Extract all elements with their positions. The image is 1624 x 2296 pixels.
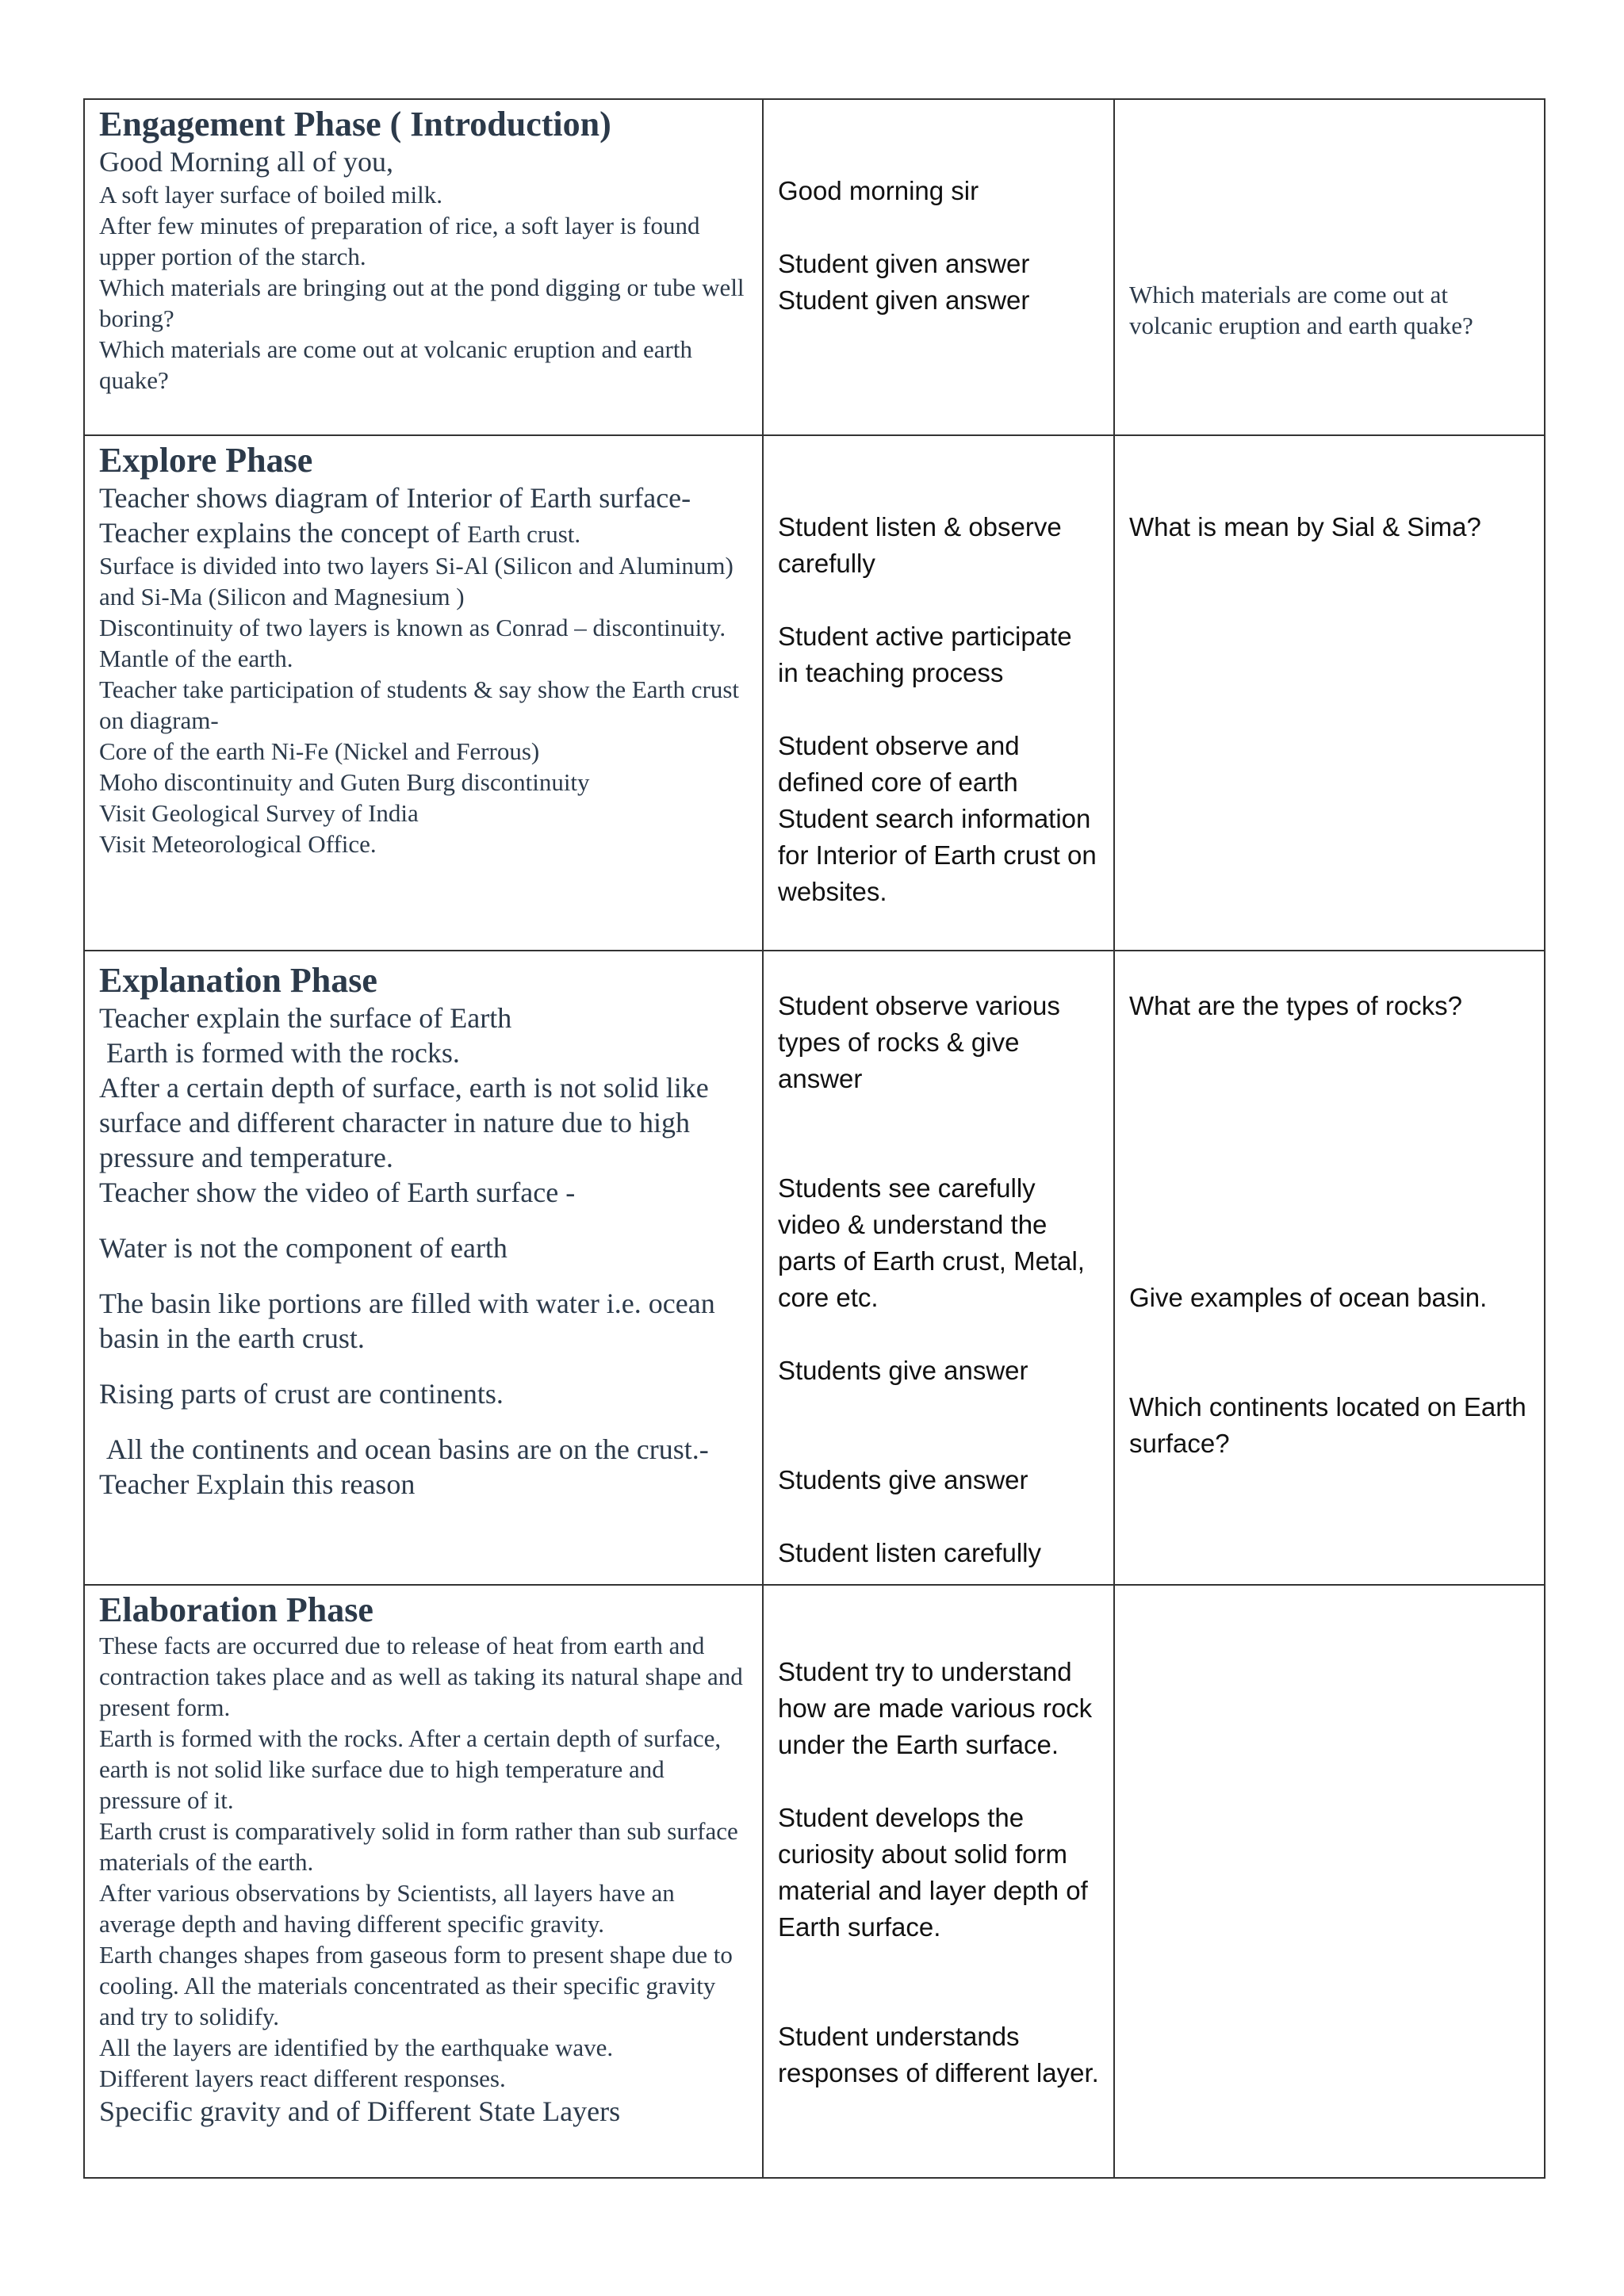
teacher-line: Surface is divided into two layers Si-Al (Silicon and Aluminum) and Si-Ma (Silicon and Magnesium ) <box>99 552 733 610</box>
explore-teacher-cell <box>84 435 763 951</box>
lesson-plan-table <box>83 98 1545 2179</box>
teacher-line: Teacher explain the surface of Earth <box>99 1002 512 1034</box>
teacher-line: Water is not the component of earth <box>99 1232 508 1264</box>
phase-title: Engagement Phase ( Introduction) <box>99 105 611 144</box>
teacher-line: Earth is formed with the rocks. <box>99 1037 460 1069</box>
teacher-line: Teacher show the video of Earth surface - <box>99 1177 576 1208</box>
teacher-line: Which materials are come out at volcanic eruption and earth quake? <box>99 335 692 394</box>
student-response: Student given answer <box>778 249 1030 278</box>
student-response: Good morning sir <box>778 176 979 205</box>
question-text: What are the types of rocks? <box>1129 991 1463 1020</box>
engagement-student-cell <box>763 99 1114 435</box>
student-response: Student observe various types of rocks & give answer <box>778 991 1060 1093</box>
teacher-line-part: Earth crust. <box>467 520 581 548</box>
elaboration-student-cell <box>763 1585 1114 2178</box>
teacher-line: After various observations by Scientists, all layers have an average depth and having different specific gravity. <box>99 1879 675 1938</box>
question-text: Which materials are come out at volcanic eruption and earth quake? <box>1129 281 1473 339</box>
teacher-line: Moho discontinuity and Guten Burg discontinuity <box>99 768 590 796</box>
explanation-student-cell <box>763 951 1114 1585</box>
explanation-row <box>84 951 1545 1585</box>
teacher-line: After few minutes of preparation of rice, a soft layer is found upper portion of the starch. <box>99 212 700 270</box>
question-text: What is mean by Sial & Sima? <box>1129 512 1481 541</box>
student-response: Students see carefully video & understand the parts of Earth crust, Metal, core etc. <box>778 1173 1085 1312</box>
teacher-line: Mantle of the earth. <box>99 645 293 672</box>
teacher-line: All the layers are identified by the earthquake wave. <box>99 2034 614 2061</box>
teacher-line: Earth is formed with the rocks. After a certain depth of surface, earth is not solid like surface due to high temperature and pressure of it. <box>99 1724 722 1814</box>
teacher-line: Earth changes shapes from gaseous form to present shape due to cooling. All the materials concentrated as their specific gravity and try to solidify. <box>99 1941 733 2030</box>
question-text: Which continents located on Earth surface? <box>1129 1392 1526 1458</box>
explore-student-cell <box>763 435 1114 951</box>
student-response: Student listen & observe carefully <box>778 512 1062 578</box>
teacher-line <box>99 515 748 550</box>
teacher-line: Teacher shows diagram of Interior of Earth surface- <box>99 482 691 514</box>
explore-row <box>84 435 1545 951</box>
teacher-line: Earth crust is comparatively solid in form rather than sub surface materials of the earth. <box>99 1817 738 1876</box>
elaboration-question-cell <box>1114 1585 1545 2178</box>
student-response: Students give answer <box>778 1356 1028 1385</box>
phase-title: Explore Phase <box>99 441 313 480</box>
engagement-question-cell <box>1114 99 1545 435</box>
student-response: Student active participate in teaching process <box>778 622 1072 687</box>
question-text: Give examples of ocean basin. <box>1129 1283 1488 1312</box>
explanation-question-cell <box>1114 951 1545 1585</box>
explanation-teacher-cell <box>84 951 763 1585</box>
student-response: Student listen carefully <box>778 1538 1042 1567</box>
teacher-line: The basin like portions are filled with water i.e. ocean basin in the earth crust. <box>99 1288 715 1354</box>
student-response: Student given answer <box>778 285 1030 315</box>
student-response: Student observe and defined core of earth <box>778 731 1020 797</box>
teacher-line: All the continents and ocean basins are on the crust.-Teacher Explain this reason <box>99 1433 709 1500</box>
student-response: Student search information for Interior of Earth crust on websites. <box>778 804 1097 906</box>
teacher-line: Teacher take participation of students & say show the Earth crust on diagram- <box>99 675 740 734</box>
student-response: Student try to understand how are made various rock under the Earth surface. <box>778 1657 1093 1759</box>
teacher-line: Specific gravity and of Different State Layers <box>99 2095 621 2127</box>
explore-question-cell <box>1114 435 1545 951</box>
teacher-line: Visit Meteorological Office. <box>99 830 377 858</box>
phase-title: Elaboration Phase <box>99 1590 373 1629</box>
teacher-line: Good Morning all of you, <box>99 146 393 178</box>
teacher-line: A soft layer surface of boiled milk. <box>99 181 443 209</box>
teacher-line: Visit Geological Survey of India <box>99 799 419 827</box>
teacher-line: Different layers react different responses. <box>99 2064 506 2092</box>
student-response: Student understands responses of different layer. <box>778 2022 1099 2087</box>
teacher-line-part: Teacher explains the concept of <box>99 517 468 549</box>
elaboration-teacher-cell <box>84 1585 763 2178</box>
phase-title: Explanation Phase <box>99 961 377 1000</box>
student-response: Students give answer <box>778 1465 1028 1494</box>
engagement-teacher-cell <box>84 99 763 435</box>
teacher-line: Rising parts of crust are continents. <box>99 1378 504 1410</box>
student-response: Student develops the curiosity about solid form material and layer depth of Earth surface. <box>778 1803 1088 1942</box>
elaboration-row <box>84 1585 1545 2178</box>
engagement-row <box>84 99 1545 435</box>
teacher-line: Core of the earth Ni-Fe (Nickel and Ferrous) <box>99 737 540 765</box>
teacher-line: These facts are occurred due to release of heat from earth and contraction takes place and as well as taking its natural shape and present form. <box>99 1632 743 1721</box>
teacher-line: After a certain depth of surface, earth is not solid like surface and different character in nature due to high pressure and temperature. <box>99 1072 709 1173</box>
teacher-line: Which materials are bringing out at the pond digging or tube well boring? <box>99 274 745 332</box>
teacher-line: Discontinuity of two layers is known as Conrad – discontinuity. <box>99 614 726 641</box>
